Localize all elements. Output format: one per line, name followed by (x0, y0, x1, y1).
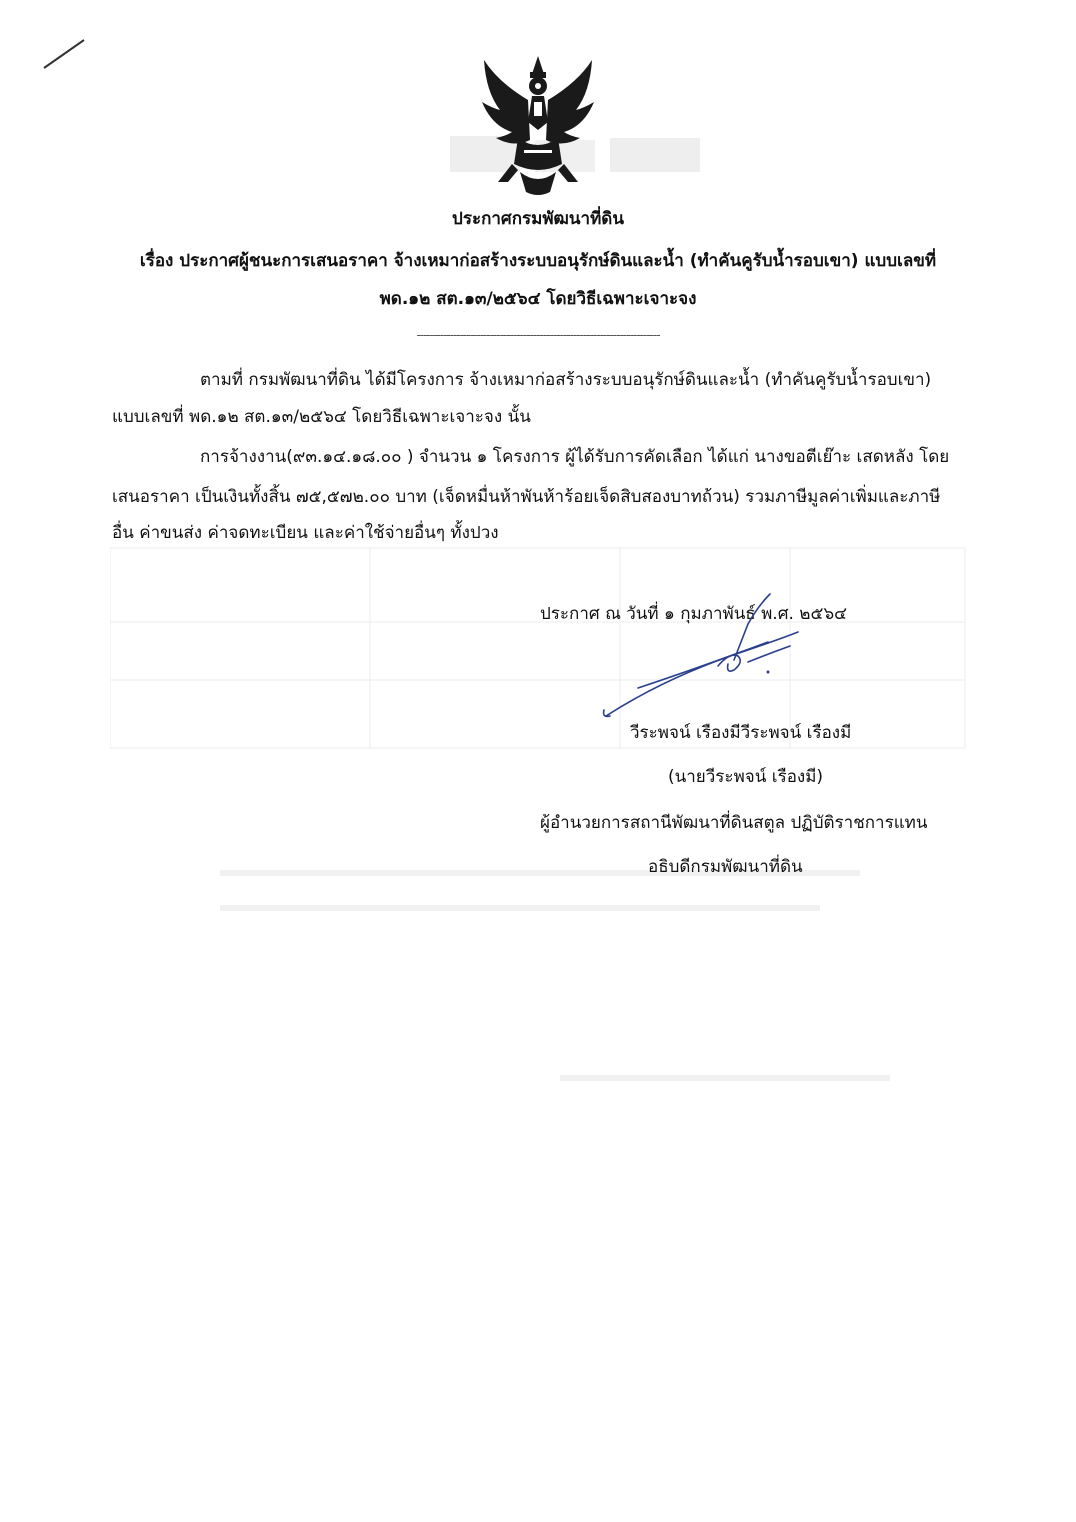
separator-line: ------------------------------------------------------------------------- (416, 328, 660, 342)
document-title: ประกาศกรมพัฒนาที่ดิน (452, 209, 624, 229)
signer-position: ผู้อำนวยการสถานีพัฒนาที่ดินสตูล ปฏิบัติราชการแทน (540, 813, 928, 833)
paragraph-2-line-2: เสนอราคา เป็นเงินทั้งสิ้น ๗๕,๕๗๒.๐๐ บาท (เจ็ดหมื่นห้าพันห้าร้อยเจ็ดสิบสองบาทถ้วน) รวมภาษีมูลค่าเพิ่มและภาษี (112, 487, 941, 507)
paragraph-1-line-1: ตามที่ กรมพัฒนาที่ดิน ได้มีโครงการ จ้างเหมาก่อสร้างระบบอนุรักษ์ดินและน้ำ (ทำคันคูรับน้ำรอบเขา) (200, 370, 932, 390)
signer-fullname: (นายวีระพจน์ เรืองมี) (668, 767, 824, 787)
pen-mark (40, 36, 90, 76)
subject-line-1: เรื่อง ประกาศผู้ชนะการเสนอราคา จ้างเหมาก่อสร้างระบบอนุรักษ์ดินและน้ำ (ทำคันคูรับน้ำรอบเขา) แบบเลขที่ (139, 251, 937, 271)
handwritten-signature (598, 580, 808, 720)
paragraph-2-line-1: การจ้างงาน(๙๓.๑๔.๑๘.๐๐ ) จำนวน ๑ โครงการ ผู้ได้รับการคัดเลือก ได้แก่ นางขอตีเย๊าะ เสดหลัง โดย (200, 447, 950, 467)
announce-date: ประกาศ ณ วันที่ ๑ กุมภาพันธ์ พ.ศ. ๒๕๖๔ (540, 604, 848, 624)
show-through-table (110, 280, 970, 1100)
signer-name-line: วีระพจน์ เรืองมีวีระพจน์ เรืองมี (630, 723, 852, 743)
paragraph-2-line-3: อื่น ค่าขนส่ง ค่าจดทะเบียน และค่าใช้จ่ายอื่นๆ ทั้งปวง (112, 523, 499, 543)
subject-line-2: พด.๑๒ สต.๑๓/๒๕๖๔ โดยวิธีเฉพาะเจาะจง (379, 289, 697, 309)
paragraph-1-line-2: แบบเลขที่ พด.๑๒ สต.๑๓/๒๕๖๔ โดยวิธีเฉพาะเจาะจง นั้น (112, 407, 531, 427)
garuda-emblem (478, 52, 598, 200)
signer-organization: อธิบดีกรมพัฒนาที่ดิน (648, 857, 803, 877)
